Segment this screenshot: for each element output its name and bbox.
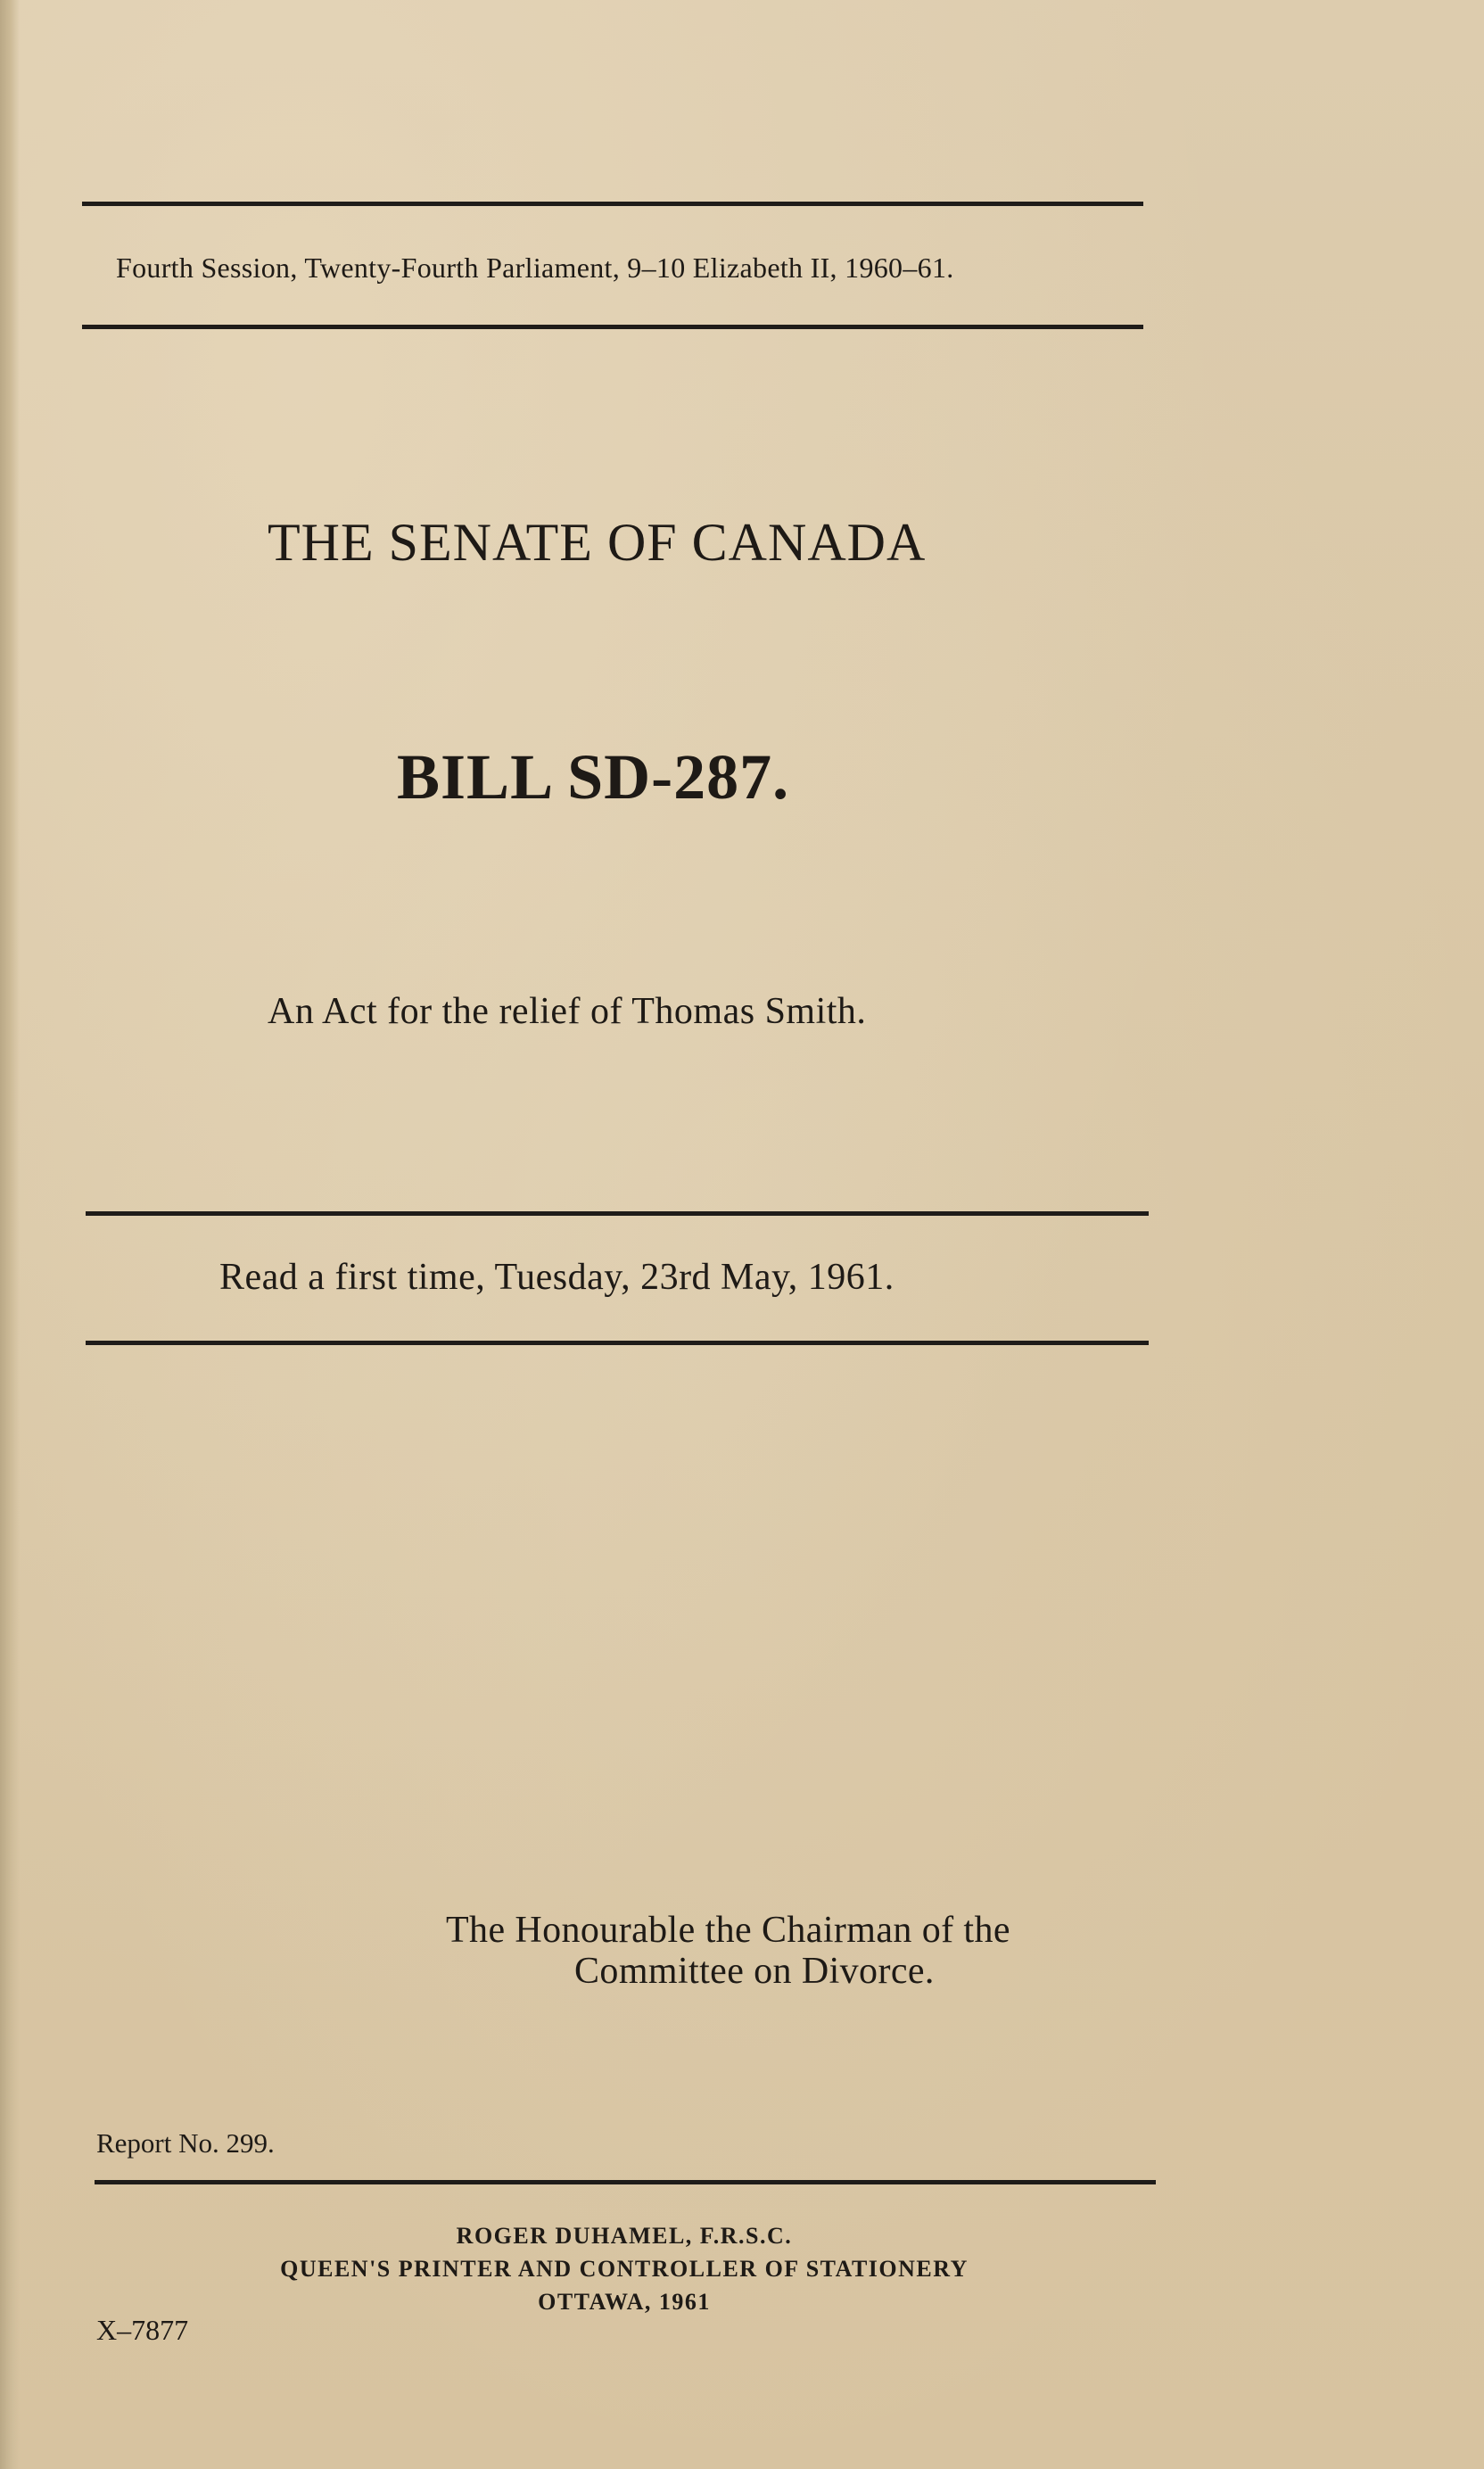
imprint-place-year: OTTAWA, 1961 bbox=[538, 2289, 711, 2315]
reading-top-rule bbox=[86, 1211, 1149, 1216]
sponsor-line-1: The Honourable the Chairman of the bbox=[446, 1910, 1010, 1951]
header-bottom-rule bbox=[82, 325, 1143, 329]
imprint-printer-name: ROGER DUHAMEL, F.R.S.C. bbox=[456, 2223, 793, 2249]
first-reading-line: Read a first time, Tuesday, 23rd May, 1961. bbox=[219, 1257, 895, 1298]
footer-rule bbox=[95, 2180, 1156, 2184]
sponsor-line-2: Committee on Divorce. bbox=[574, 1951, 935, 1992]
imprint-printer-title: QUEEN'S PRINTER AND CONTROLLER OF STATIONERY bbox=[280, 2256, 969, 2282]
report-number: Report No. 299. bbox=[96, 2127, 275, 2159]
header-top-rule bbox=[82, 202, 1143, 206]
page-edge-shadow bbox=[0, 0, 20, 2469]
senate-title: THE SENATE OF CANADA bbox=[268, 513, 927, 572]
reading-bottom-rule bbox=[86, 1341, 1149, 1345]
session-line: Fourth Session, Twenty-Fourth Parliament, 9–10 Elizabeth II, 1960–61. bbox=[116, 252, 954, 284]
bill-number: BILL SD-287. bbox=[397, 741, 790, 813]
file-code: X–7877 bbox=[96, 2314, 189, 2346]
act-title: An Act for the relief of Thomas Smith. bbox=[268, 991, 867, 1032]
